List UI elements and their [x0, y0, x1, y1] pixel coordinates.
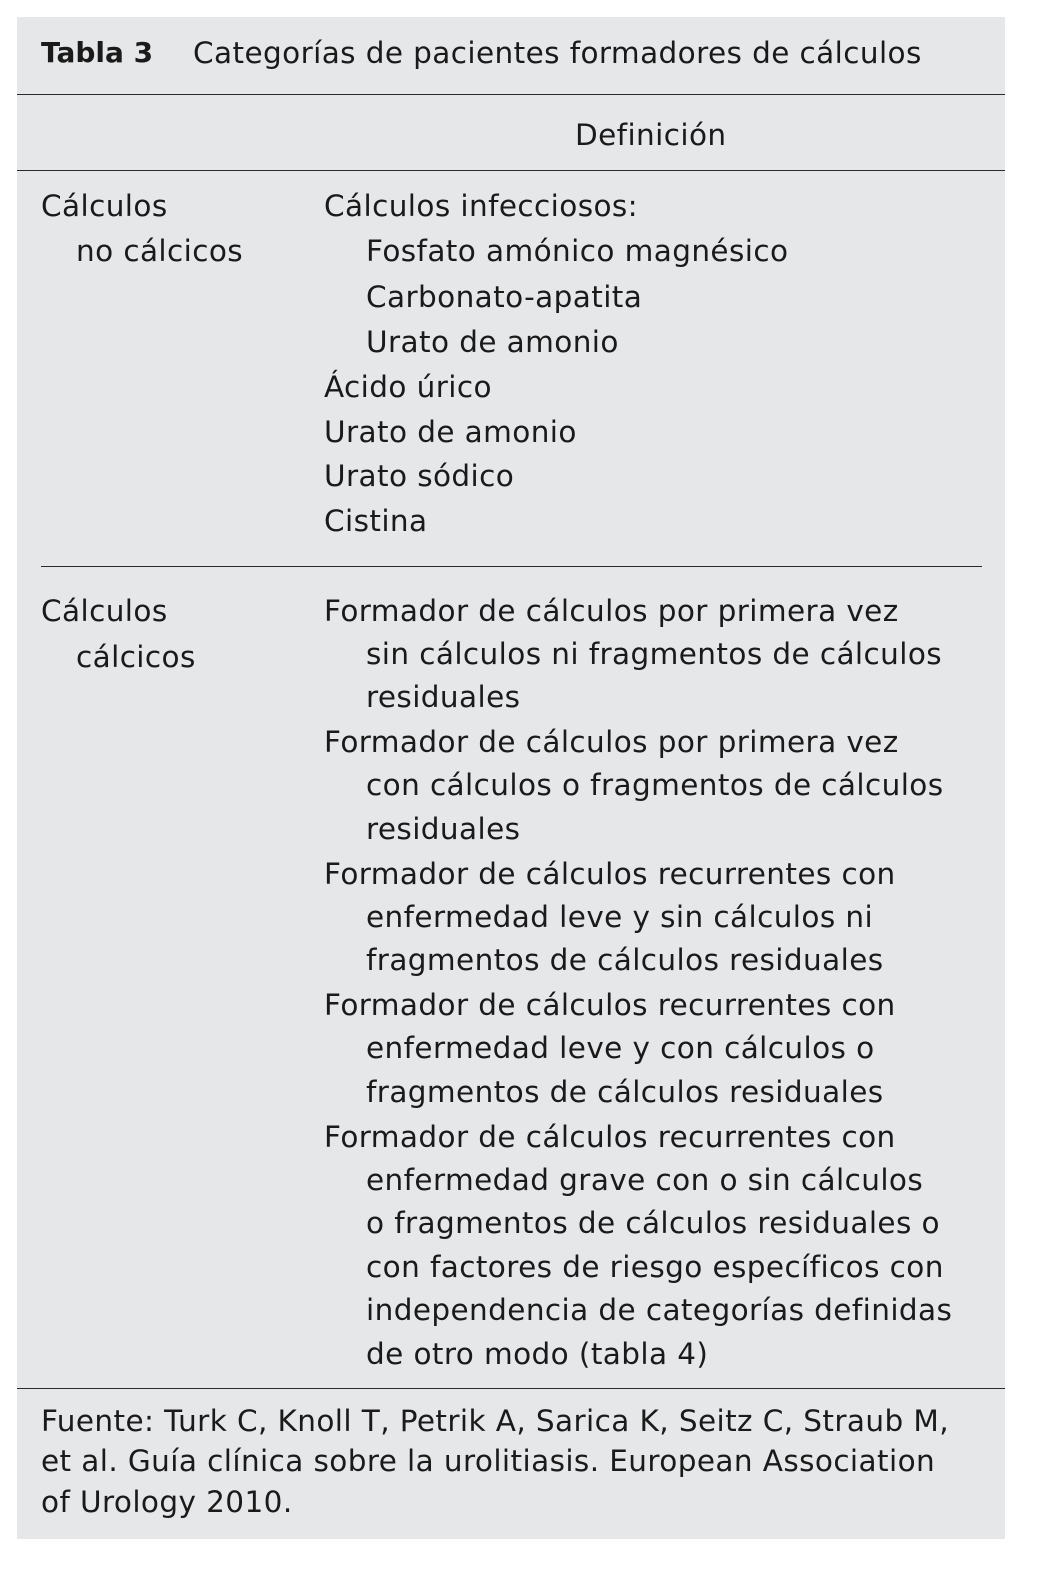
definition-line: de otro modo (tabla 4): [366, 1337, 709, 1371]
table-label: Tabla 3: [41, 36, 154, 69]
header-rule: [17, 170, 1005, 171]
definition-line: Formador de cálculos recurrentes con: [324, 857, 896, 891]
category-line: Cálculos: [41, 189, 168, 223]
definition-line: Formador de cálculos recurrentes con: [324, 988, 896, 1022]
source-line: Fuente: Turk C, Knoll T, Petrik A, Sarica K, Seitz C, Straub M,: [41, 1404, 949, 1438]
definition-line: Formador de cálculos recurrentes con: [324, 1120, 896, 1154]
table-title: Categorías de pacientes formadores de cálculos: [193, 36, 922, 70]
definition-line: residuales: [366, 680, 521, 714]
category-line: cálcicos: [76, 640, 196, 674]
definition-line: Formador de cálculos por primera vez: [324, 594, 899, 628]
definition-line: Urato de amonio: [324, 415, 577, 449]
definition-line: independencia de categorías definidas: [366, 1293, 953, 1327]
definition-line: Cistina: [324, 504, 428, 538]
group-divider: [41, 566, 982, 567]
source-line: et al. Guía clínica sobre la urolitiasis. European Association: [41, 1444, 936, 1478]
definition-line: con factores de riesgo específicos con: [366, 1250, 944, 1284]
definition-line: residuales: [366, 812, 521, 846]
definition-line: sin cálculos ni fragmentos de cálculos: [366, 637, 943, 671]
definition-line: o fragmentos de cálculos residuales o: [366, 1206, 940, 1240]
definition-line: Cálculos infecciosos:: [324, 189, 639, 223]
category-line: no cálcicos: [76, 234, 244, 268]
header-definition: Definición: [575, 118, 727, 152]
definition-line: Urato de amonio: [366, 325, 619, 359]
bottom-rule: [17, 1388, 1005, 1389]
definition-line: enfermedad grave con o sin cálculos: [366, 1163, 924, 1197]
definition-line: Urato sódico: [324, 459, 515, 493]
definition-line: Formador de cálculos por primera vez: [324, 725, 899, 759]
definition-line: enfermedad leve y con cálculos o: [366, 1031, 875, 1065]
definition-line: enfermedad leve y sin cálculos ni: [366, 900, 874, 934]
source-line: of Urology 2010.: [41, 1485, 293, 1519]
definition-line: fragmentos de cálculos residuales: [366, 943, 884, 977]
definition-line: Ácido úrico: [324, 370, 492, 404]
definition-line: Fosfato amónico magnésico: [366, 234, 789, 268]
definition-line: con cálculos o fragmentos de cálculos: [366, 768, 944, 802]
category-line: Cálculos: [41, 594, 168, 628]
definition-line: Carbonato-apatita: [366, 280, 643, 314]
title-rule: [17, 94, 1005, 95]
definition-line: fragmentos de cálculos residuales: [366, 1075, 884, 1109]
